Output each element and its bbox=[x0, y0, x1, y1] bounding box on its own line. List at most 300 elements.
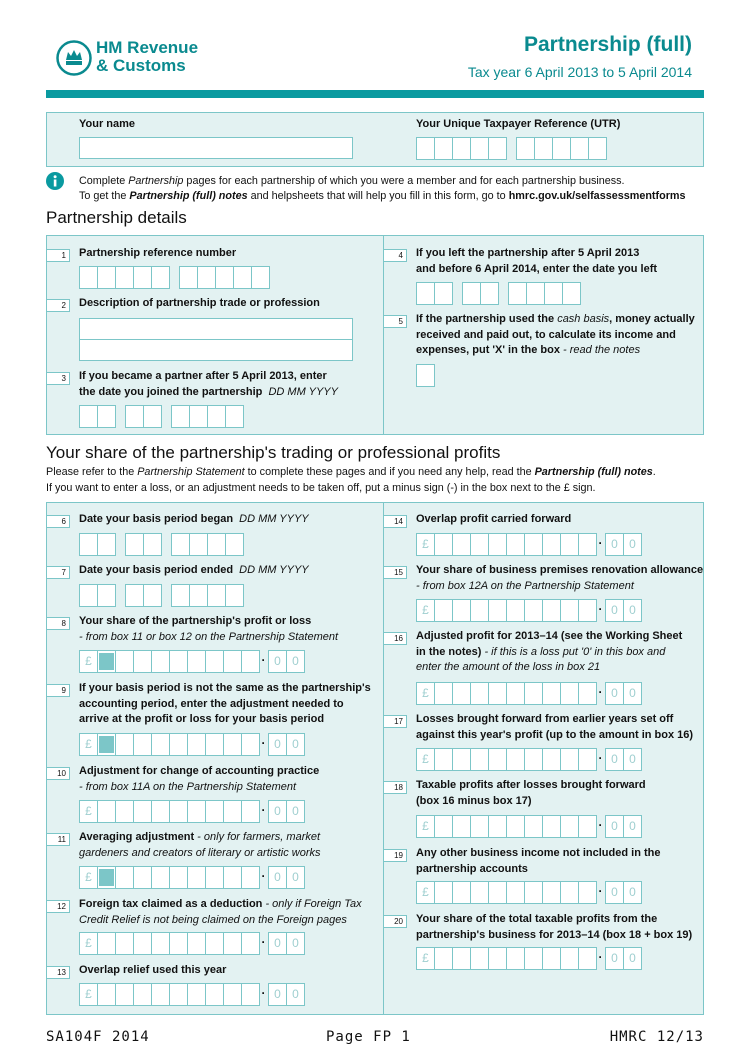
box-number: 11 bbox=[46, 833, 70, 846]
digit-cell[interactable] bbox=[434, 599, 453, 622]
digit-cell[interactable] bbox=[542, 533, 561, 556]
box-cell[interactable] bbox=[171, 584, 190, 607]
decimal-point: · bbox=[598, 685, 603, 699]
box-number: 12 bbox=[46, 900, 70, 913]
box-cell[interactable] bbox=[434, 282, 453, 305]
decimal-point: · bbox=[261, 803, 266, 817]
box-cell[interactable] bbox=[197, 266, 216, 289]
logo-line1: HM Revenue bbox=[96, 38, 199, 57]
pence-cell[interactable]: 0 bbox=[605, 881, 624, 904]
digit-cell[interactable] bbox=[524, 748, 543, 771]
crest-icon bbox=[56, 40, 92, 76]
box-cell[interactable] bbox=[488, 137, 507, 160]
digit-cell[interactable] bbox=[241, 733, 260, 756]
box-cell[interactable] bbox=[97, 533, 116, 556]
box-number: 15 bbox=[383, 566, 407, 579]
box-cell[interactable] bbox=[225, 584, 244, 607]
box-cell[interactable] bbox=[79, 533, 98, 556]
your-name-field[interactable] bbox=[79, 137, 353, 159]
digit-cell[interactable] bbox=[151, 733, 170, 756]
box-cell[interactable] bbox=[544, 282, 563, 305]
info-line1: Complete Partnership pages for each partnership of which you were a member and for each partnership business. bbox=[79, 175, 625, 187]
basis-began-label: Date your basis period began DD MM YYYY bbox=[79, 513, 309, 525]
section-trading-profits: Your share of the partnership's trading or professional profits bbox=[46, 443, 501, 462]
pence-cell[interactable]: 0 bbox=[623, 881, 642, 904]
digit-cell[interactable] bbox=[560, 748, 579, 771]
box-cell[interactable] bbox=[79, 584, 98, 607]
box-number: 19 bbox=[383, 849, 407, 862]
page-number: Page FP 1 bbox=[326, 1029, 411, 1045]
digit-cell[interactable] bbox=[524, 682, 543, 705]
box-cell[interactable] bbox=[462, 282, 481, 305]
total-taxable-profits-field[interactable] bbox=[416, 947, 641, 970]
digit-cell[interactable] bbox=[187, 650, 206, 673]
box-cell[interactable] bbox=[516, 137, 535, 160]
digit-cell[interactable] bbox=[241, 983, 260, 1006]
box-number: 17 bbox=[383, 715, 407, 728]
pound-cell[interactable]: £ bbox=[416, 533, 435, 556]
digit-cell[interactable] bbox=[560, 815, 579, 838]
box-cell[interactable] bbox=[97, 266, 116, 289]
box-cell[interactable] bbox=[79, 266, 98, 289]
hmrc-logo bbox=[56, 38, 216, 80]
digit-cell[interactable] bbox=[452, 881, 471, 904]
digit-cell[interactable] bbox=[205, 983, 224, 1006]
decimal-point: · bbox=[598, 602, 603, 616]
total-taxable-profits-label: Your share of the total taxable profits from the partnership's business for 2013–14 (box 18 + box 19) bbox=[416, 913, 693, 941]
box-cell[interactable] bbox=[207, 405, 226, 428]
digit-cell[interactable] bbox=[169, 866, 188, 889]
foreign-tax-field[interactable] bbox=[79, 932, 304, 955]
profit-share-field[interactable] bbox=[79, 650, 304, 673]
header-bar bbox=[46, 90, 704, 98]
tax-year: Tax year 6 April 2013 to 5 April 2014 bbox=[467, 64, 692, 80]
pence-cell[interactable]: 0 bbox=[623, 682, 642, 705]
digit-cell[interactable] bbox=[205, 932, 224, 955]
pence-cell[interactable]: 0 bbox=[623, 815, 642, 838]
digit-cell[interactable] bbox=[560, 682, 579, 705]
form-version: HMRC 12/13 bbox=[609, 1029, 704, 1045]
digit-cell[interactable] bbox=[434, 947, 453, 970]
digit-cell[interactable] bbox=[223, 932, 242, 955]
losses-brought-forward-field[interactable] bbox=[416, 748, 641, 771]
box-cell[interactable] bbox=[452, 137, 471, 160]
digit-cell[interactable] bbox=[187, 866, 206, 889]
digit-cell[interactable] bbox=[434, 533, 453, 556]
digit-cell[interactable] bbox=[241, 650, 260, 673]
decimal-point: · bbox=[261, 869, 266, 883]
pound-cell[interactable]: £ bbox=[79, 866, 98, 889]
basis-ended-label: Date your basis period ended DD MM YYYY bbox=[79, 564, 309, 576]
box-cell[interactable] bbox=[125, 533, 144, 556]
box-cell[interactable] bbox=[233, 266, 252, 289]
digit-cell[interactable] bbox=[115, 932, 134, 955]
digit-cell[interactable] bbox=[434, 748, 453, 771]
accounting-change-label: Adjustment for change of accounting practice - from box 11A on the Partnership Statement bbox=[79, 765, 320, 793]
box-cell[interactable] bbox=[171, 533, 190, 556]
pence-cell[interactable]: 0 bbox=[268, 733, 287, 756]
renovation-allowance-field[interactable] bbox=[416, 599, 641, 622]
logo-line2: & Customs bbox=[96, 56, 186, 75]
box-number: 6 bbox=[46, 515, 70, 528]
digit-cell[interactable] bbox=[488, 881, 507, 904]
digit-cell[interactable] bbox=[524, 815, 543, 838]
taxable-profits-label: Taxable profits after losses brought forward (box 16 minus box 17) bbox=[416, 779, 646, 807]
digit-cell[interactable] bbox=[115, 800, 134, 823]
pence-cell[interactable]: 0 bbox=[623, 599, 642, 622]
digit-cell[interactable] bbox=[205, 733, 224, 756]
digit-cell[interactable] bbox=[97, 932, 116, 955]
foreign-tax-label: Foreign tax claimed as a deduction - only if Foreign Tax Credit Relief is not being claimed on the Foreign pages bbox=[79, 898, 362, 926]
partnership-ref-label: Partnership reference number bbox=[79, 247, 237, 259]
averaging-adjustment-label: Averaging adjustment - only for farmers, market gardeners and creators of literary or artistic works bbox=[79, 831, 321, 859]
digit-cell[interactable] bbox=[169, 800, 188, 823]
digit-cell[interactable] bbox=[452, 682, 471, 705]
decimal-point: · bbox=[598, 818, 603, 832]
digit-cell[interactable] bbox=[187, 800, 206, 823]
pound-cell[interactable]: £ bbox=[416, 881, 435, 904]
digit-cell[interactable] bbox=[452, 533, 471, 556]
box-number: 3 bbox=[46, 372, 70, 385]
accounting-change-field[interactable] bbox=[79, 800, 304, 823]
trade-description-field-2[interactable] bbox=[79, 339, 353, 361]
box-cell[interactable] bbox=[588, 137, 607, 160]
box-cell[interactable] bbox=[207, 584, 226, 607]
pound-cell[interactable]: £ bbox=[79, 650, 98, 673]
pence-cell[interactable]: 0 bbox=[268, 800, 287, 823]
your-name-label: Your name bbox=[79, 118, 136, 130]
digit-cell[interactable] bbox=[151, 800, 170, 823]
pence-cell[interactable]: 0 bbox=[605, 533, 624, 556]
box-number: 5 bbox=[383, 315, 407, 328]
digit-cell[interactable] bbox=[578, 881, 597, 904]
box-cell[interactable] bbox=[125, 405, 144, 428]
profit-share-label: Your share of the partnership's profit or loss - from box 11 or box 12 on the Partnership Statement bbox=[79, 615, 339, 643]
box-cell[interactable] bbox=[552, 137, 571, 160]
box-cell[interactable] bbox=[207, 533, 226, 556]
digit-cell[interactable] bbox=[187, 932, 206, 955]
losses-brought-forward-label: Losses brought forward from earlier years set off against this year's profit (up to the amount in box 16) bbox=[416, 713, 694, 741]
date-joined-field[interactable] bbox=[79, 405, 243, 428]
pence-cell[interactable]: 0 bbox=[605, 947, 624, 970]
box-cell[interactable] bbox=[97, 405, 116, 428]
decimal-point: · bbox=[598, 751, 603, 765]
digit-cell[interactable] bbox=[488, 748, 507, 771]
digit-cell[interactable] bbox=[542, 947, 561, 970]
digit-cell[interactable] bbox=[434, 881, 453, 904]
digit-cell[interactable] bbox=[241, 800, 260, 823]
decimal-point: · bbox=[261, 736, 266, 750]
form-code: SA104F 2014 bbox=[46, 1029, 150, 1045]
digit-cell[interactable] bbox=[434, 815, 453, 838]
trade-description-field-1[interactable] bbox=[79, 318, 353, 340]
decimal-point: · bbox=[261, 986, 266, 1000]
digit-cell[interactable] bbox=[524, 947, 543, 970]
digit-cell[interactable] bbox=[578, 815, 597, 838]
pence-cell[interactable]: 0 bbox=[623, 748, 642, 771]
box-cell[interactable] bbox=[480, 282, 499, 305]
trade-description-label: Description of partnership trade or profession bbox=[79, 297, 320, 309]
digit-cell[interactable] bbox=[488, 533, 507, 556]
box-number: 2 bbox=[46, 299, 70, 312]
digit-cell[interactable] bbox=[506, 815, 525, 838]
pound-cell[interactable]: £ bbox=[79, 983, 98, 1006]
pence-cell[interactable]: 0 bbox=[605, 748, 624, 771]
box-cell[interactable] bbox=[115, 266, 134, 289]
box-cell[interactable] bbox=[526, 282, 545, 305]
pence-cell[interactable]: 0 bbox=[286, 733, 305, 756]
digit-cell[interactable] bbox=[205, 866, 224, 889]
digit-cell[interactable] bbox=[115, 983, 134, 1006]
digit-cell[interactable] bbox=[488, 599, 507, 622]
digit-cell[interactable] bbox=[115, 650, 134, 673]
box-number: 9 bbox=[46, 684, 70, 697]
digit-cell[interactable] bbox=[542, 748, 561, 771]
adjusted-profit-label: Adjusted profit for 2013–14 (see the Working Sheet in the notes) - if this is a loss put '0' in this box and enter the amount of the loss in box 21 bbox=[416, 630, 683, 673]
digit-cell[interactable] bbox=[578, 947, 597, 970]
pence-cell[interactable]: 0 bbox=[286, 932, 305, 955]
digit-cell[interactable] bbox=[578, 533, 597, 556]
digit-cell[interactable] bbox=[506, 881, 525, 904]
digit-cell[interactable] bbox=[133, 650, 152, 673]
pence-cell[interactable]: 0 bbox=[623, 947, 642, 970]
cash-basis-checkbox[interactable] bbox=[416, 364, 435, 387]
box-cell[interactable] bbox=[416, 282, 435, 305]
digit-cell[interactable] bbox=[470, 599, 489, 622]
digit-cell[interactable] bbox=[169, 650, 188, 673]
digit-cell[interactable] bbox=[578, 599, 597, 622]
pound-cell[interactable]: £ bbox=[416, 748, 435, 771]
digit-cell[interactable] bbox=[452, 748, 471, 771]
pence-cell[interactable]: 0 bbox=[623, 533, 642, 556]
box-cell[interactable] bbox=[251, 266, 270, 289]
page-title: Partnership (full) bbox=[523, 33, 692, 56]
overlap-profit-label: Overlap profit carried forward bbox=[416, 513, 572, 525]
digit-cell[interactable] bbox=[133, 733, 152, 756]
box-number: 18 bbox=[383, 781, 407, 794]
box-cell[interactable] bbox=[79, 405, 98, 428]
box-number: 4 bbox=[383, 249, 407, 262]
pence-cell[interactable]: 0 bbox=[286, 983, 305, 1006]
box-cell[interactable] bbox=[534, 137, 553, 160]
digit-cell[interactable] bbox=[133, 800, 152, 823]
digit-cell[interactable] bbox=[97, 983, 116, 1006]
box-number: 1 bbox=[46, 249, 70, 262]
digit-cell[interactable] bbox=[506, 748, 525, 771]
minus-sign-box[interactable] bbox=[97, 733, 116, 756]
box-cell[interactable] bbox=[508, 282, 527, 305]
digit-cell[interactable] bbox=[488, 682, 507, 705]
box-cell[interactable] bbox=[151, 266, 170, 289]
digit-cell[interactable] bbox=[506, 599, 525, 622]
pence-cell[interactable]: 0 bbox=[286, 866, 305, 889]
digit-cell[interactable] bbox=[506, 533, 525, 556]
minus-sign-box[interactable] bbox=[97, 866, 116, 889]
decimal-point: · bbox=[261, 653, 266, 667]
box-cell[interactable] bbox=[143, 584, 162, 607]
box-cell[interactable] bbox=[225, 533, 244, 556]
digit-cell[interactable] bbox=[151, 932, 170, 955]
digit-cell[interactable] bbox=[488, 947, 507, 970]
section-partnership-details: Partnership details bbox=[46, 208, 187, 227]
digit-cell[interactable] bbox=[169, 932, 188, 955]
digit-cell[interactable] bbox=[470, 881, 489, 904]
digit-cell[interactable] bbox=[542, 881, 561, 904]
digit-cell[interactable] bbox=[223, 866, 242, 889]
digit-cell[interactable] bbox=[205, 650, 224, 673]
digit-cell[interactable] bbox=[133, 866, 152, 889]
digit-cell[interactable] bbox=[187, 733, 206, 756]
box-cell[interactable] bbox=[416, 137, 435, 160]
box-cell[interactable] bbox=[225, 405, 244, 428]
box-cell[interactable] bbox=[189, 533, 208, 556]
pound-cell[interactable]: £ bbox=[416, 682, 435, 705]
box-cell[interactable] bbox=[125, 584, 144, 607]
date-joined-label: If you became a partner after 5 April 2013, enter the date you joined the partnership DD MM YYYY bbox=[79, 370, 338, 398]
digit-cell[interactable] bbox=[115, 866, 134, 889]
info-line2: To get the Partnership (full) notes and helpsheets that will help you fill in this form, go to hmrc.gov.uk/selfassessmentforms bbox=[79, 190, 686, 202]
decimal-point: · bbox=[261, 935, 266, 949]
digit-cell[interactable] bbox=[578, 682, 597, 705]
digit-cell[interactable] bbox=[241, 932, 260, 955]
digit-cell[interactable] bbox=[151, 983, 170, 1006]
partnership-ref-field[interactable] bbox=[79, 266, 269, 289]
digit-cell[interactable] bbox=[470, 682, 489, 705]
decimal-point: · bbox=[598, 950, 603, 964]
section2-intro-1: Please refer to the Partnership Statement to complete these pages and if you need any help, read the Partnership (full) notes. bbox=[46, 466, 656, 478]
digit-cell[interactable] bbox=[151, 650, 170, 673]
basis-ended-field[interactable] bbox=[79, 584, 243, 607]
digit-cell[interactable] bbox=[223, 650, 242, 673]
pence-cell[interactable]: 0 bbox=[268, 650, 287, 673]
pence-cell[interactable]: 0 bbox=[605, 815, 624, 838]
decimal-point: · bbox=[598, 884, 603, 898]
info-icon bbox=[46, 172, 64, 190]
box-cell[interactable] bbox=[97, 584, 116, 607]
other-income-field[interactable] bbox=[416, 881, 641, 904]
digit-cell[interactable] bbox=[524, 533, 543, 556]
box-cell[interactable] bbox=[215, 266, 234, 289]
digit-cell[interactable] bbox=[470, 815, 489, 838]
digit-cell[interactable] bbox=[578, 748, 597, 771]
digit-cell[interactable] bbox=[169, 983, 188, 1006]
minus-sign-box[interactable] bbox=[97, 650, 116, 673]
basis-adjustment-field[interactable] bbox=[79, 733, 304, 756]
digit-cell[interactable] bbox=[506, 682, 525, 705]
box-cell[interactable] bbox=[143, 533, 162, 556]
box-cell[interactable] bbox=[562, 282, 581, 305]
basis-began-field[interactable] bbox=[79, 533, 243, 556]
digit-cell[interactable] bbox=[542, 815, 561, 838]
digit-cell[interactable] bbox=[542, 599, 561, 622]
box-cell[interactable] bbox=[570, 137, 589, 160]
box-number: 10 bbox=[46, 767, 70, 780]
pound-cell[interactable]: £ bbox=[79, 733, 98, 756]
renovation-allowance-label: Your share of business premises renovation allowance - from box 12A on the Partnership Statement bbox=[416, 564, 704, 592]
adjusted-profit-field[interactable] bbox=[416, 682, 641, 705]
box-number: 16 bbox=[383, 632, 407, 645]
digit-cell[interactable] bbox=[560, 947, 579, 970]
digit-cell[interactable] bbox=[133, 983, 152, 1006]
digit-cell[interactable] bbox=[115, 733, 134, 756]
pence-cell[interactable]: 0 bbox=[286, 650, 305, 673]
averaging-adjustment-field[interactable] bbox=[79, 866, 304, 889]
box-cell[interactable] bbox=[179, 266, 198, 289]
digit-cell[interactable] bbox=[223, 983, 242, 1006]
other-income-label: Any other business income not included in the partnership accounts bbox=[416, 847, 661, 875]
pence-cell[interactable]: 0 bbox=[268, 983, 287, 1006]
overlap-relief-label: Overlap relief used this year bbox=[79, 964, 227, 976]
overlap-profit-field[interactable] bbox=[416, 533, 641, 556]
digit-cell[interactable] bbox=[524, 599, 543, 622]
box-cell[interactable] bbox=[143, 405, 162, 428]
digit-cell[interactable] bbox=[542, 682, 561, 705]
box-number: 20 bbox=[383, 915, 407, 928]
digit-cell[interactable] bbox=[151, 866, 170, 889]
taxable-profits-field[interactable] bbox=[416, 815, 641, 838]
digit-cell[interactable] bbox=[506, 947, 525, 970]
digit-cell[interactable] bbox=[187, 983, 206, 1006]
digit-cell[interactable] bbox=[223, 800, 242, 823]
digit-cell[interactable] bbox=[470, 947, 489, 970]
digit-cell[interactable] bbox=[452, 947, 471, 970]
box-cell[interactable] bbox=[470, 137, 489, 160]
decimal-point: · bbox=[598, 536, 603, 550]
digit-cell[interactable] bbox=[205, 800, 224, 823]
pound-cell[interactable]: £ bbox=[416, 815, 435, 838]
box-cell[interactable] bbox=[133, 266, 152, 289]
box-cell[interactable] bbox=[189, 405, 208, 428]
digit-cell[interactable] bbox=[169, 733, 188, 756]
pence-cell[interactable]: 0 bbox=[268, 932, 287, 955]
date-left-label: If you left the partnership after 5 April 2013 and before 6 April 2014, enter the date you left bbox=[416, 247, 658, 275]
box-number: 14 bbox=[383, 515, 407, 528]
digit-cell[interactable] bbox=[560, 533, 579, 556]
box-cell[interactable] bbox=[171, 405, 190, 428]
digit-cell[interactable] bbox=[470, 533, 489, 556]
pence-cell[interactable]: 0 bbox=[605, 599, 624, 622]
pence-cell[interactable]: 0 bbox=[268, 866, 287, 889]
overlap-relief-field[interactable] bbox=[79, 983, 304, 1006]
pound-cell[interactable]: £ bbox=[79, 932, 98, 955]
pence-cell[interactable]: 0 bbox=[286, 800, 305, 823]
pound-cell[interactable]: £ bbox=[79, 800, 98, 823]
digit-cell[interactable] bbox=[241, 866, 260, 889]
pound-cell[interactable]: £ bbox=[416, 947, 435, 970]
digit-cell[interactable] bbox=[97, 800, 116, 823]
digit-cell[interactable] bbox=[223, 733, 242, 756]
forms-link[interactable]: hmrc.gov.uk/selfassessmentforms bbox=[508, 190, 686, 202]
digit-cell[interactable] bbox=[524, 881, 543, 904]
digit-cell[interactable] bbox=[560, 599, 579, 622]
pence-cell[interactable]: 0 bbox=[605, 682, 624, 705]
digit-cell[interactable] bbox=[452, 815, 471, 838]
date-left-field[interactable] bbox=[416, 282, 580, 305]
digit-cell[interactable] bbox=[452, 599, 471, 622]
box-number: 7 bbox=[46, 566, 70, 579]
box-number: 13 bbox=[46, 966, 70, 979]
digit-cell[interactable] bbox=[488, 815, 507, 838]
digit-cell[interactable] bbox=[434, 682, 453, 705]
box-cell[interactable] bbox=[189, 584, 208, 607]
digit-cell[interactable] bbox=[133, 932, 152, 955]
utr-field[interactable] bbox=[416, 137, 606, 160]
digit-cell[interactable] bbox=[470, 748, 489, 771]
digit-cell[interactable] bbox=[560, 881, 579, 904]
pound-cell[interactable]: £ bbox=[416, 599, 435, 622]
box-cell[interactable] bbox=[434, 137, 453, 160]
box-number: 8 bbox=[46, 617, 70, 630]
